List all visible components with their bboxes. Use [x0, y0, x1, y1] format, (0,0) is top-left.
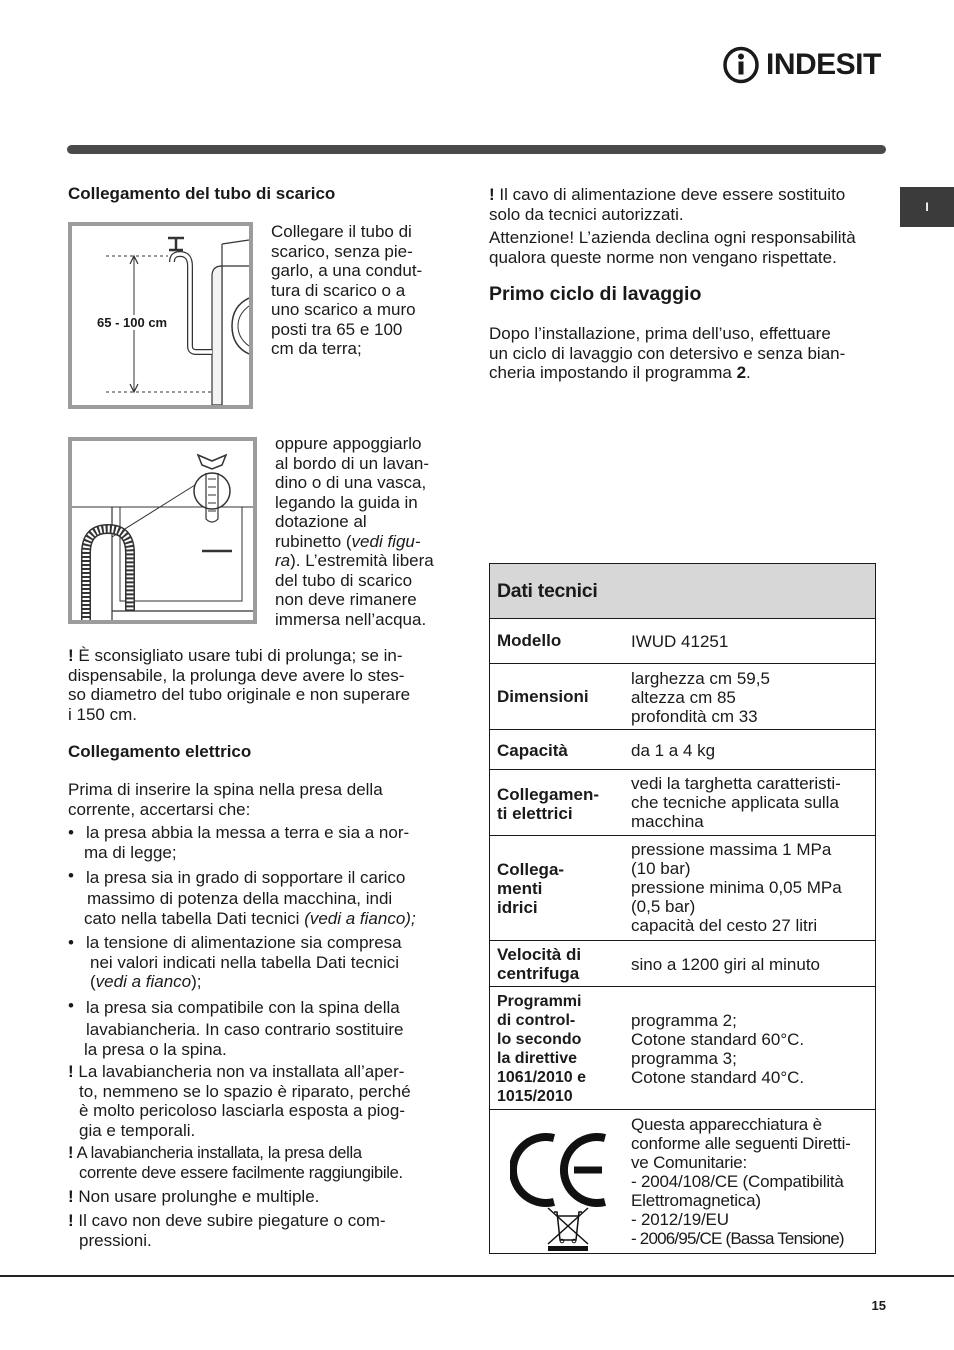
electric-intro: Prima di inserire la spina nella presa della corrente, accertarsi che:: [68, 780, 383, 819]
table-row-ce: Questa apparecchiatura è conforme alle seguenti Diretti- ve Comunitarie: - 2004/108/CE (Compatibilità Elettromagnetica) - 2012/19/EU - 2006/95/CE (Bassa Tensione): [490, 1110, 875, 1253]
brand-name: INDESIT: [766, 48, 881, 81]
table-header: [490, 564, 875, 619]
bullet-load: • la presa sia in grado di sopportare il carico massimo di potenza della macchina, indi cato nella tabella Dati tecnici (vedi a fianco);: [68, 866, 416, 928]
outdoor-warning: ! La lavabiancheria non va installata all’aper- to, nemmeno se lo spazio è riparato, perché è molto pericoloso lasciarla esposta a piog- gia e temporali.: [68, 1062, 411, 1140]
drain-text-1: Collegare il tubo di scarico, senza pie- garlo, a una condut- tura di scarico o a uno scarico a muro posti tra 65 e 100 cm da terra;: [271, 222, 423, 358]
footer-rule: [0, 1275, 954, 1277]
tech-data-table: [489, 563, 876, 1254]
table-row-collegamenti-elettrici: Collegamen- ti elettrici vedi la targhetta caratteristi- che tecniche applicata sulla macchina: [490, 770, 875, 836]
bullet-earth: • la presa abbia la messa a terra e sia a nor- ma di legge;: [68, 823, 410, 862]
table-row-modello: Modello IWUD 41251: [490, 619, 875, 664]
drain-sink-figure: [68, 437, 257, 624]
table-row-capacita: Capacità da 1 a 4 kg: [490, 730, 875, 770]
height-range-label: 65 - 100 cm: [97, 315, 168, 330]
page-number: 15: [871, 1298, 886, 1313]
cable-replacement-note: ! Il cavo di alimentazione deve essere sostituito solo da tecnici autorizzati.: [489, 185, 846, 224]
table-title: Dati tecnici: [497, 580, 598, 602]
drain-heading: Collegamento del tubo di scarico: [68, 184, 336, 203]
ce-weee-icon: [510, 1128, 610, 1252]
language-tab: I: [900, 187, 954, 227]
accessible-plug-warning: ! A lavabiancheria installata, la presa della corrente deve essere facilmente raggiungibile.: [68, 1144, 403, 1182]
first-wash-text: Dopo l’installazione, prima dell’uso, effettuare un ciclo di lavaggio con detersivo e senza bian- cheria impostando il programma 2.: [489, 324, 846, 382]
attention-note: Attenzione! L’azienda declina ogni responsabilità qualora queste norme non vengano rispettate.: [489, 228, 856, 267]
table-row-collegamenti-idrici: Collega- menti idrici pressione massima 1 MPa (10 bar) pressione minima 0,05 MPa (0,5 bar) capacità del cesto 27 litri: [490, 836, 875, 941]
indesit-logo: [722, 46, 884, 84]
first-wash-heading: Primo ciclo di lavaggio: [489, 283, 702, 305]
indesit-i-emblem-icon: [722, 46, 762, 84]
cable-bend-warning: ! Il cavo non deve subire piegature o com- pressioni.: [68, 1211, 386, 1250]
drain-wall-figure: [68, 222, 253, 409]
bullet-plug: • la presa sia compatibile con la spina della lavabiancheria. In caso contrario sostituire la presa o la spina.: [68, 996, 404, 1059]
electric-heading: Collegamento elettrico: [68, 742, 252, 761]
extension-warning: ! È sconsigliato usare tubi di prolunga; se in- dispensabile, la prolunga deve avere lo stes- so diametro del tubo originale e non superare i 150 cm.: [68, 646, 411, 724]
bullet-voltage: • la tensione di alimentazione sia compresa nei valori indicati nella tabella Dati tecnici (vedi a fianco);: [68, 933, 402, 991]
header-rule: [67, 145, 886, 154]
table-row-centrifuga: Velocità di centrifuga sino a 1200 giri al minuto: [490, 941, 875, 987]
no-extension-warning: ! Non usare prolunghe e multiple.: [68, 1187, 320, 1206]
drain-sink-illustration: [72, 441, 253, 620]
table-row-programmi: Programmi di control- lo secondo la direttive 1061/2010 e 1015/2010 programma 2; Cotone standard 60°C. programma 3; Cotone standard 40°C.: [490, 987, 875, 1110]
table-row-dimensioni: Dimensioni larghezza cm 59,5 altezza cm 85 profondità cm 33: [490, 664, 875, 730]
drain-text-2: oppure appoggiarlo al bordo di un lavan- dino o di una vasca, legando la guida in dotazione al rubinetto (vedi figu- ra). L’estremità libera del tubo di scarico non deve rimanere immersa nell’acqua.: [275, 434, 434, 629]
